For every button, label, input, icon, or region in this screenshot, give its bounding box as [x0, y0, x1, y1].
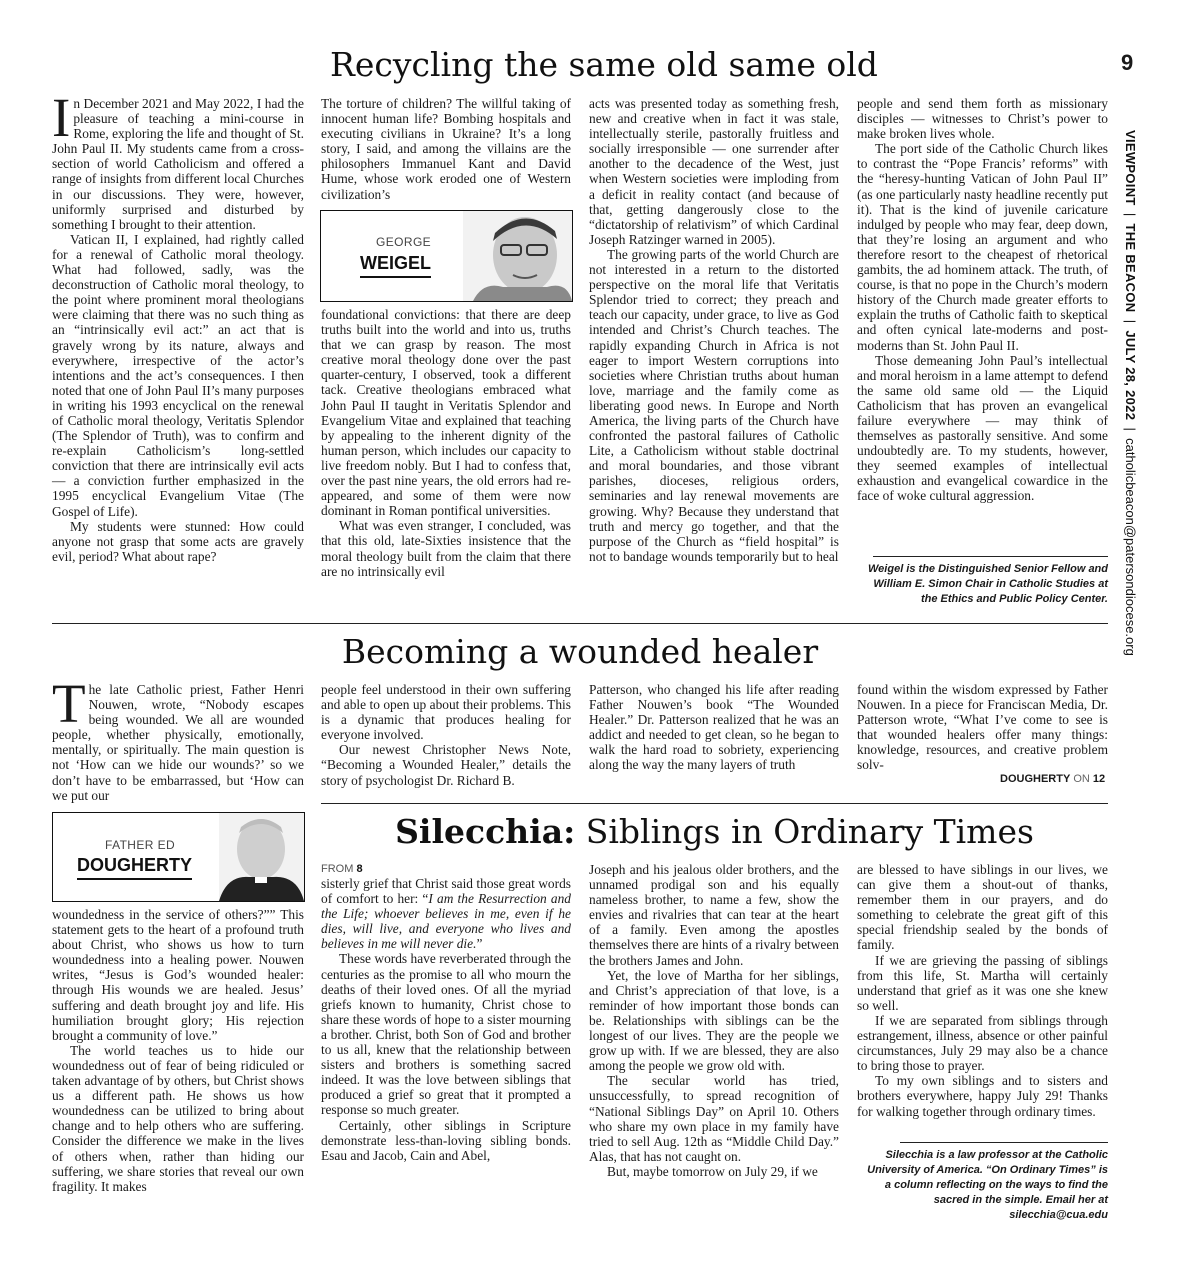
article-column [52, 87, 304, 564]
article-column [857, 682, 1108, 773]
paragraph: he late Catholic priest, Father Henri Nouwen, wrote, “Nobody escapes being wounded. We all are wounded people, whether physically, emotionally, mentally, or spiritually. The main question is not ‘How can we hide our wounds?’ so we don’t have to be embarrassed, but ‘How can we put our [52, 682, 304, 803]
sidebar-text [1123, 130, 1138, 656]
author-portrait [219, 813, 304, 901]
text-run: ” [476, 936, 483, 952]
article-headline: Becoming a wounded healer [341, 632, 819, 671]
author-portrait [463, 211, 572, 301]
article-column [589, 862, 839, 1179]
paragraph: What was even stranger, I concluded, was that this old, late-Sixties insistence that the moral theology built from the claim that there are no intrinsically evil [321, 518, 571, 579]
article-column [589, 96, 839, 564]
text-run: sisterly grief that Christ said those great words of comfort to her: “ [321, 876, 571, 907]
jump-name: DOUGHERTY [1000, 773, 1071, 785]
author-bio: Weigel is the Distinguished Senior Fellow and William E. Simon Chair in Catholic Studies at the Ethics and Public Policy Center. [868, 563, 1108, 605]
article-column [321, 876, 571, 1163]
article-column [52, 907, 304, 1194]
paragraph: Yet, the love of Martha for her siblings, and Christ’s appreciation of that love, is a reminder of how important those bonds can be. Relationships with siblings can be the longest of our lives. They are the people we grow up with. If we are blessed, they are also among the people we grow old with. [589, 967, 839, 1074]
from-line[interactable] [321, 863, 363, 875]
paragraph: people feel understood in their own suffering and able to open up about their problems. This is a dynamic that produces healing for everyone involved. [321, 682, 571, 743]
sidebar-section: VIEWPOINT [1123, 130, 1138, 206]
byline-first-name: FATHER ED [105, 838, 176, 852]
drop-cap: T [52, 673, 86, 734]
byline-last-name: DOUGHERTY [77, 855, 192, 880]
article-column [589, 682, 839, 773]
paragraph: Our newest Christopher News Note, “Becoming a Wounded Healer,” details the story of psychologist Dr. Richard B. [321, 742, 571, 788]
article-column [321, 682, 571, 788]
paragraph: The torture of children? The willful taking of innocent human life? Bombing hospitals and executing civilians in Ukraine? It’s a long story, I said, and among the villains are the philosophers Immanuel Kant and David Hume, whose work eroded one of Western civilization’s [321, 96, 571, 202]
section-sidebar [1110, 50, 1150, 656]
sidebar-publication: THE BEACON [1123, 223, 1138, 313]
paragraph: The world teaches us to hide our woundedness out of fear of being ridiculed or taken advantage of by others, but Christ shows us a different path. He shows us how woundedness can be utilized to bring about change and to help others who are suffering. Consider the difference we make in the lives of others when, rather than hiding our suffering, we share stories that reveal our own fragility. It makes [52, 1042, 304, 1194]
paragraph: If we are separated from siblings through estrangement, illness, absence or other painful circumstances, July 29 may also be a chance to bring those to prayer. [857, 1012, 1108, 1074]
scripture-quote: I am the Resurrection and the Life; whoever believes in me, even if he dies, will live, and everyone who lives and believes in me will never die. [321, 891, 571, 952]
paragraph: To my own siblings and to sisters and brothers everywhere, happy July 29! Thanks for walking together through ordinary times. [857, 1073, 1108, 1119]
paragraph: people and send them forth as missionary disciples — witnesses to Christ’s power to make broken lives whole. [857, 96, 1108, 142]
from-page: 8 [356, 863, 363, 875]
paragraph: are blessed to have siblings in our lives, we can give them a shout-out of thanks, remember them in our prayers, and do something to celebrate the great gift of this special friendship sealed by the bonds of family. [857, 862, 1108, 953]
sidebar-separator: | [1123, 427, 1138, 431]
article-column [52, 673, 304, 803]
article-headline [321, 812, 1108, 851]
author-bio: Silecchia is a law professor at the Catholic University of America. “On Ordinary Times” is a column reflecting on the ways to find the sacred in the simple. Email her at silecchia@cua.edu [867, 1149, 1108, 1221]
jump-line[interactable] [1000, 773, 1105, 785]
sidebar-url[interactable]: catholicbeacon@patersondiocese.org [1123, 438, 1138, 656]
from-label: FROM [321, 863, 354, 875]
paragraph: Those demeaning John Paul’s intellectual and moral heroism in a lame attempt to defend the same old same old — the Liquid Catholicism that has proven an evangelical failure everywhere — may think of themselves as pastorally sensitive. And some undoubtedly are. To my students, however, they seemed examples of intellectual exhaustion and evangelical cowardice in the face of woke cultural aggression. [857, 352, 1108, 504]
sidebar-separator: | [1123, 212, 1138, 217]
paragraph: Patterson, who changed his life after reading Father Nouwen’s book “The Wounded Healer.” Dr. Patterson realized that he was an addict and needed to get clean, so he began to walk the hard road to sobriety, experiencing along the way the many layers of truth [589, 682, 839, 773]
paragraph: My students were stunned: How could anyone not grasp that some acts are gravely evil, period? What about rape? [52, 518, 304, 564]
jump-on: ON [1073, 773, 1090, 785]
paragraph: But, maybe tomorrow on July 29, if we [607, 1163, 818, 1179]
paragraph: Joseph and his jealous older brothers, and the unnamed prodigal son and his equally nameless brother, to name a few, show the envies and rivalries that can tear at the heart of a family. Even among the apostles themselves there are hints of a rivalry between the brothers James and John. [589, 862, 839, 968]
bio-rule [873, 556, 1108, 557]
paragraph: foundational convictions: that there are deep truths built into the world and into us, truths that we can grasp by reason. The most creative moral theology done over the past quarter-century, I observed, took a different tack. Creative theologians embraced what John Paul II taught in Veritatis Splendor and Evangelium Vitae and explained that teaching by appealing to the inherent dignity of the human person, which includes our capacity to live freedom nobly. But I had to confess that, over the past nine years, the old errors had re-appeared, and some of them were now dominant in Roman pontifical universities. [321, 307, 571, 519]
headline-rest: Siblings in Ordinary Times [575, 812, 1034, 851]
paragraph: woundedness in the service of others?”” This statement gets to the heart of a profound truth about Christ, who shows us how to turn woundedness into a healing power. Nouwen writes, “Jesus is God’s wounded healer: through His wounds we are healed. Jesus’ suffering and death brought joy and life. His humiliation brought glory; His rejection brought a community of love.” [52, 907, 304, 1043]
sidebar-date: JULY 28, 2022 [1123, 330, 1138, 421]
bio-rule [900, 1142, 1108, 1143]
drop-cap: I [52, 87, 71, 148]
article-headline: Recycling the same old same old [330, 45, 878, 84]
article-column [321, 307, 571, 579]
paragraph: The growing parts of the world Church are not interested in a return to the distorted perspective on the moral life that Veritatis Splendor tried to correct; they preach and teach our capacity, under grace, to live as God intended and Christ’s Church teaches. The rapidly expanding Church in Africa is not eager to import Western corruptions into societies where Christian truths about human love, marriage and the family come as liberating good news. In Europe and North America, the living parts of the Church have confronted the pastoral failures of Catholic Lite, a Catholicism without stable doctrinal and moral boundaries, and those vibrant parishes, dioceses, religious orders, seminaries and lay renewal movements are growing. Why? Because they understand that truth and mercy go together, and that the purpose of the Church as “field hospital” is not to bandage wounds temporarily but to heal [589, 246, 839, 564]
sidebar-separator: | [1123, 319, 1138, 324]
section-divider [52, 623, 1108, 624]
paragraph [321, 876, 571, 951]
byline-last-name: WEIGEL [360, 253, 431, 278]
byline-box [320, 210, 573, 302]
paragraph: If we are grieving the passing of siblings from this life, St. Martha will certainly understand that grief as it was one she knew so well. [857, 952, 1108, 1013]
byline-box [52, 812, 305, 902]
paragraph: These words have reverberated through the centuries as the promise to all who mourn the deaths of their loved ones. Of all the myriad griefs known to humanity, Christ chose to share these words of hope to a sister mourning a brother. Christ, both Son of God and brother to us all, knew that the relationship between sisters and brothers is something sacred indeed. It was the love between siblings that produced a grief so great that it prompted a response so much greater. [321, 951, 571, 1118]
byline-first-name: GEORGE [376, 235, 432, 249]
jump-page: 12 [1092, 773, 1106, 785]
paragraph: found within the wisdom expressed by Father Nouwen. In a piece for Franciscan Media, Dr. Patterson wrote, “What I’ve come to see is that wounded healers offer many things: knowledge, resources, and creative problem solv- [857, 682, 1108, 773]
headline-bold: Silecchia: [395, 812, 576, 851]
page-number: 9 [1121, 50, 1134, 75]
paragraph: The secular world has tried, unsuccessfully, to spread recognition of “National Siblings Day” on April 10. Others who share my own place in my family have tried to sell Aug. 12th as “Middle Child Day.” Alas, that has not caught on. [589, 1073, 839, 1164]
paragraph: acts was presented today as something fresh, new and creative when in fact it was stale, intellectually sterile, pastorally fruitless and socially irresponsible — one surrender after another to the decadence of the West, just when Western societies were imploding from a deficit in reality contact (and because of that, getting dangerously close to the “dictatorship of relativism” of which Cardinal Joseph Ratzinger warned in 2005). [589, 96, 839, 247]
article-column [857, 96, 1108, 504]
paragraph: Certainly, other siblings in Scripture demonstrate less-than-loving sibling bonds. Esau and Jacob, Cain and Abel, [321, 1117, 571, 1163]
paragraph: n December 2021 and May 2022, I had the pleasure of teaching a mini-course in Rome, exploring the life and thought of St. John Paul II. My students came from a cross-section of world Catholicism and offered a range of insights from different local Churches in our discussions. They were, however, uniformly surprised and disturbed by something I brought to their attention. [52, 96, 304, 232]
article-column [857, 862, 1108, 1119]
article-column [321, 96, 571, 202]
section-divider [321, 803, 1108, 804]
paragraph: The port side of the Catholic Church likes to contrast the “Pope Francis’ reforms” with the “heresy-hunting Vatican of John Paul II” (as one particularly nasty headline recently put it). That is the kind of juvenile caricature indulged by people who may fear, deep down, that they’re losing an argument and who therefore resort to the cheapest of rhetorical gambits, the ad hominem attack. The truth, of course, is that no pope in the Church’s modern history of the Church made greater efforts to explain the truths of Catholic faith to skeptical and often cynical late-moderns and post-moderns than St. John Paul II. [857, 141, 1108, 353]
paragraph: Vatican II, I explained, had rightly called for a renewal of Catholic moral theology. What had followed, sadly, was the deconstruction of Catholic moral theology, to the point where prominent moral theologians were claiming that there was no such thing as an “intrinsically evil act:” an act that is gravely wrong by its nature, always and everywhere, irrespective of the actor’s intentions and the act’s consequences. I then noted that one of John Paul II’s many purposes in writing his 1993 encyclical on the renewal of Catholic moral theology, Veritatis Splendor (The Splendor of Truth), was to confirm and re-explain Catholicism’s long-settled conviction that there are intrinsically evil acts — a conviction further emphasized in the 1995 encyclical Evangelium Vitae (The Gospel of Life). [52, 231, 304, 519]
